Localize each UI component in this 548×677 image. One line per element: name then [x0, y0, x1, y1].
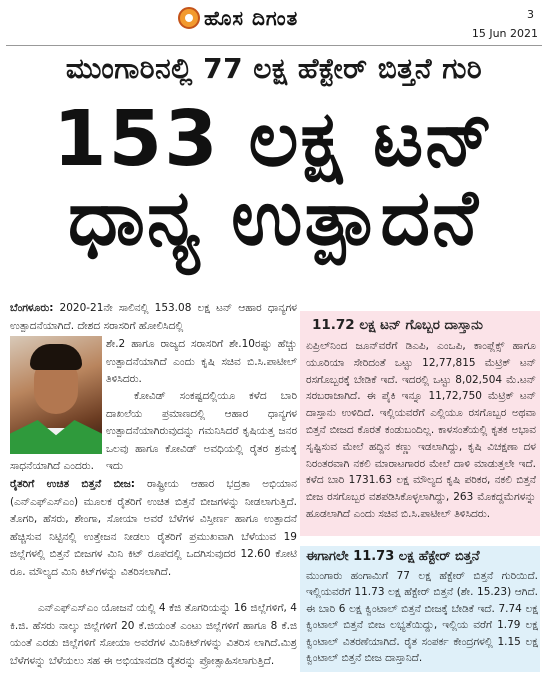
paragraph-3-body: ರಾಷ್ಟ್ರೀಯ ಆಹಾರ ಭದ್ರತಾ ಅಭಿಯಾನ (ಎನ್‌ಎಫ್‌ಎಸ್‌ಎಂ) ಮೂಲಕ ರೈತರಿಗೆ ಉಚಿತ ಬಿತ್ತನೆ ಬೀಜಗಳನ್ನು ನೀಡಲಾಗುತ್ತಿದೆ. ತೊಗರಿ, ಹೆಸರು, ಶೇಂಗಾ, ಸೋಯಾ ಅವರೆ ಬೆಳೆಗಳ ವಿಸ್ತೀರ್ಣ ಹಾಗೂ ಉತ್ಪಾದನೆ ಹೆಚ್ಚಿಸುವ ನಿಟ್ಟಿನಲ್ಲಿ ಉತ್ತೇಜನ ನೀಡಲು ರೈತರಿಗೆ ಪ್ರಮುಖವಾಗಿ ಬೆಳೆಯುವ 19 ಜಿಲ್ಲೆಗಳಲ್ಲಿ ಬಿತ್ತನೆ ಬೀಜಗಳ ಮಿನಿ ಕಿಟ್ ರೂಪದಲ್ಲಿ ಒದಗಿಸುವುದರ 12.60 ಕೋಟಿ ರೂ. ಮೌಲ್ಯದ ಮಿನಿ ಕಿಟ್‌ಗಳನ್ನು ವಿತರಿಸಲಾಗಿದೆ. — [10, 478, 297, 578]
subheading-free-seeds: ರೈತರಿಗೆ ಉಚಿತ ಬಿತ್ತನೆ ಬೀಜ: — [10, 478, 135, 490]
sowing-box-text: ಮುಂಗಾರು ಹಂಗಾಮಿಗೆ 77 ಲಕ್ಷ ಹೆಕ್ಟೇರ್ ಬಿತ್ತನೆ ಗುರಿಯಿದೆ. ಇಲ್ಲಿಯವರೆಗೆ 11.73 ಲಕ್ಷ ಹೆಕ್ಟೇರ್ ಬಿತ್ತನೆ (ಶೇ. 15.23) ಆಗಿದೆ. ಈ ಬಾರಿ 6 ಲಕ್ಷ ಕ್ವಿಂಟಾಲ್ ಬಿತ್ತನೆ ಬೀಜಕ್ಕೆ ಬೇಡಿಕೆ ಇದೆ. 7.74 ಲಕ್ಷ ಕ್ವಿಂಟಾಲ್ ಬಿತ್ತನೆ ಬೀಜ ಲಭ್ಯತೆಯಿದ್ದು, ಇಲ್ಲಿಯ ವರೆಗೆ 1.79 ಲಕ್ಷ ಕ್ವಿಂಟಾಲ್ ವಿತರಣೆಯಾಗಿದೆ. ರೈತ ಸಂಪರ್ಕ ಕೇಂದ್ರಗಳಲ್ಲಿ 1.15 ಲಕ್ಷ ಕ್ವಿಂಟಾಲ್ ಬಿತ್ತನೆ ಬೀಜ ದಾಸ್ತಾನಿದೆ. — [306, 570, 538, 665]
issue-date: 15 Jun 2021 — [471, 27, 538, 40]
fertilizer-box-text: ಏಪ್ರಿಲ್‌ನಿಂದ ಜೂನ್‌ವರೆಗೆ ಡಿಎಪಿ, ಎಂಒಪಿ, ಕಾಂಪ್ಲೆಕ್ಸ್ ಹಾಗೂ ಯೂರಿಯಾ ಸೇರಿದಂತೆ ಒಟ್ಟು 12,77,815 ಮೆಟ್ರಿಕ್ ಟನ್ ರಸಗೊಬ್ಬರಕ್ಕೆ ಬೇಡಿಕೆ ಇದೆ. ಇದರಲ್ಲಿ ಒಟ್ಟು 8,02,504 ಮೆ.ಟನ್ ಸರಬರಾಜಾಗಿದೆ. ಈ ಪೈಕಿ ಇನ್ನೂ 11,72,750 ಮೆಟ್ರಿಕ್ ಟನ್ ದಾಸ್ತಾನು ಉಳಿದಿದೆ. ಇಲ್ಲಿಯವರೆಗೆ ಎಲ್ಲಿಯೂ ರಸಗೊಬ್ಬರ ಅಥವಾ ಬಿತ್ತನೆ ಬೀಜದ ಕೊರತೆ ಕಂಡುಬಂದಿಲ್ಲ. ಕಾಳಸಂತೆಯಲ್ಲಿ ಕೃತಕ ಅಭಾವ ಸೃಷ್ಟಿಸುವ ಮೇಲೆ ಹದ್ದಿನ ಕಣ್ಣು ಇಡಲಾಗಿದ್ದು, ಕೃಷಿ ವಿಚಕ್ಷಣಾ ದಳ ನಿರಂತರವಾಗಿ ನಕಲಿ ಮಾರಾಟಗಾರರ ಮೇಲೆ ದಾಳಿ ಮಾಡುತ್ತಲೇ ಇದೆ. ಕಳೆದ ಬಾರಿ 1731.63 ಲಕ್ಷ ಮೌಲ್ಯದ ಕೃಷಿ ಪರಿಕರ, ನಕಲಿ ಬಿತ್ತನೆ ಬೀಜ ರಸಗೊಬ್ಬರ ವಶಪಡಿಸಿಕೊಳ್ಳಲಾಗಿದ್ದು, 263 ಮೊಕದ್ದಮೆಗಳನ್ನು ಹೂಡಲಾಗಿದೆ ಎಂದು ಸಚಿವ ಬಿ.ಸಿ.ಪಾಟೀಲ್ ತಿಳಿಸಿದರು. — [306, 340, 536, 520]
paragraph-1-wrap: ಶೇ.2 ಹಾಗೂ ರಾಜ್ಯದ ಸರಾಸರಿಗೆ ಶೇ.10ರಷ್ಟು ಹೆಚ್ಚು ಉತ್ಪಾದನೆಯಾಗಿದೆ ಎಂದು ಕೃಷಿ ಸಚಿವ ಬಿ.ಸಿ.ಪಾಟೀಲ್ ತಿಳಿಸಿದರು. — [106, 338, 297, 385]
page-number: 3 — [527, 8, 534, 21]
paragraph-1-lead: 2020-21ನೇ ಸಾಲಿನಲ್ಲಿ 153.08 ಲಕ್ಷ ಟನ್ ಆಹಾರ ಧಾನ್ಯಗಳ ಉತ್ಪಾದನೆಯಾಗಿದೆ. ದೇಶದ ಸರಾಸರಿಗೆ ಹೋಲಿಸಿದಲ್ಲಿ — [10, 302, 297, 332]
article-paragraph-3 — [10, 476, 297, 598]
dateline: ಬೆಂಗಳೂರು: — [10, 302, 54, 314]
fertilizer-box-title: 11.72 ಲಕ್ಷ ಟನ್ ಗೊಬ್ಬರ ದಾಸ್ತಾನು — [312, 317, 483, 333]
article-kicker: ಮುಂಗಾರಿನಲ್ಲಿ 77 ಲಕ್ಷ ಹೆಕ್ಟೇರ್ ಬಿತ್ತನೆ ಗುರಿ — [65, 52, 483, 85]
minister-photo — [10, 336, 102, 454]
masthead-title: ಹೊಸ ದಿಗಂತ — [204, 6, 299, 30]
article-paragraph-1 — [10, 300, 297, 335]
masthead-logo — [178, 4, 376, 32]
sowing-box-title: ಈಗಾಗಲೇ 11.73 ಲಕ್ಷ ಹೆಕ್ಟೇರ್ ಬಿತ್ತನೆ — [306, 549, 480, 564]
article-paragraph-2: ಕೋವಿಡ್ ಸಂಕಷ್ಟದಲ್ಲಿಯೂ ಕಳೆದ ಬಾರಿ ದಾಖಲೆಯ ಪ್ರಮಾಣದಲ್ಲಿ ಆಹಾರ ಧಾನ್ಯಗಳ ಉತ್ಪಾದನೆಯಾಗಿರುವುದನ್ನು ಗಮನಿಸಿದರೆ ಕೃಷಿಯತ್ತ ಜನರ ಒಲವು ಹಾಗೂ ಕೋವಿಡ್ ಅವಧಿಯಲ್ಲಿ ರೈತರ ಶ್ರಮಕ್ಕೆ ಇದು — [106, 390, 297, 472]
paragraph-2-tail: ಸಾಧನೆಯಾಗಿದೆ ಎಂದರು. — [10, 460, 94, 472]
newspaper-logo-icon — [178, 7, 200, 29]
headline-line-2: ಧಾನ್ಯ ಉತ್ಪಾದನೆ — [67, 174, 481, 263]
article-headline — [0, 95, 548, 263]
masthead-divider — [6, 45, 542, 46]
article-paragraph-4: ಎನ್‌ಎಫ್‌ಎಸ್‌ಎಂ ಯೋಜನೆ ಯಲ್ಲಿ 4 ಕೆಜಿ ತೊಗರಿಯನ್ನು 16 ಜಿಲ್ಲೆಗಳಿಗೆ, 4 ಕಿ.ಜಿ. ಹೆಸರು ನಾಲ್ಕು ಜಿಲ್ಲೆಗಳಿಗೆ 20 ಕೆ.ಜಿಯಂತೆ ಎಂಟು ಜಿಲ್ಲೆಗಳಿಗೆ ಹಾಗೂ 8 ಕೆ.ಜಿ ಯಂತೆ ಎರಡು ಜಿಲ್ಲೆಗಳಿಗೆ ಸೋಯಾ ಅವರೆಗಳ ಮಿನಿಕಿಟ್‌ಗಳನ್ನು ವಿತರಿಸ ಲಾಗಿದೆ.ಮಿಶ್ರ ಬೆಳೆಗಳನ್ನು ಬೆಳೆಯಲು ಸಹ ಈ ಅಭಿಯಾನದಡಿ ರೈತರನ್ನು ಪ್ರೋತ್ಸಾಹಿಸಲಾಗುತ್ತಿದೆ. — [10, 602, 297, 667]
headline-line-1: 153 ಲಕ್ಷ ಟನ್ — [52, 95, 495, 184]
